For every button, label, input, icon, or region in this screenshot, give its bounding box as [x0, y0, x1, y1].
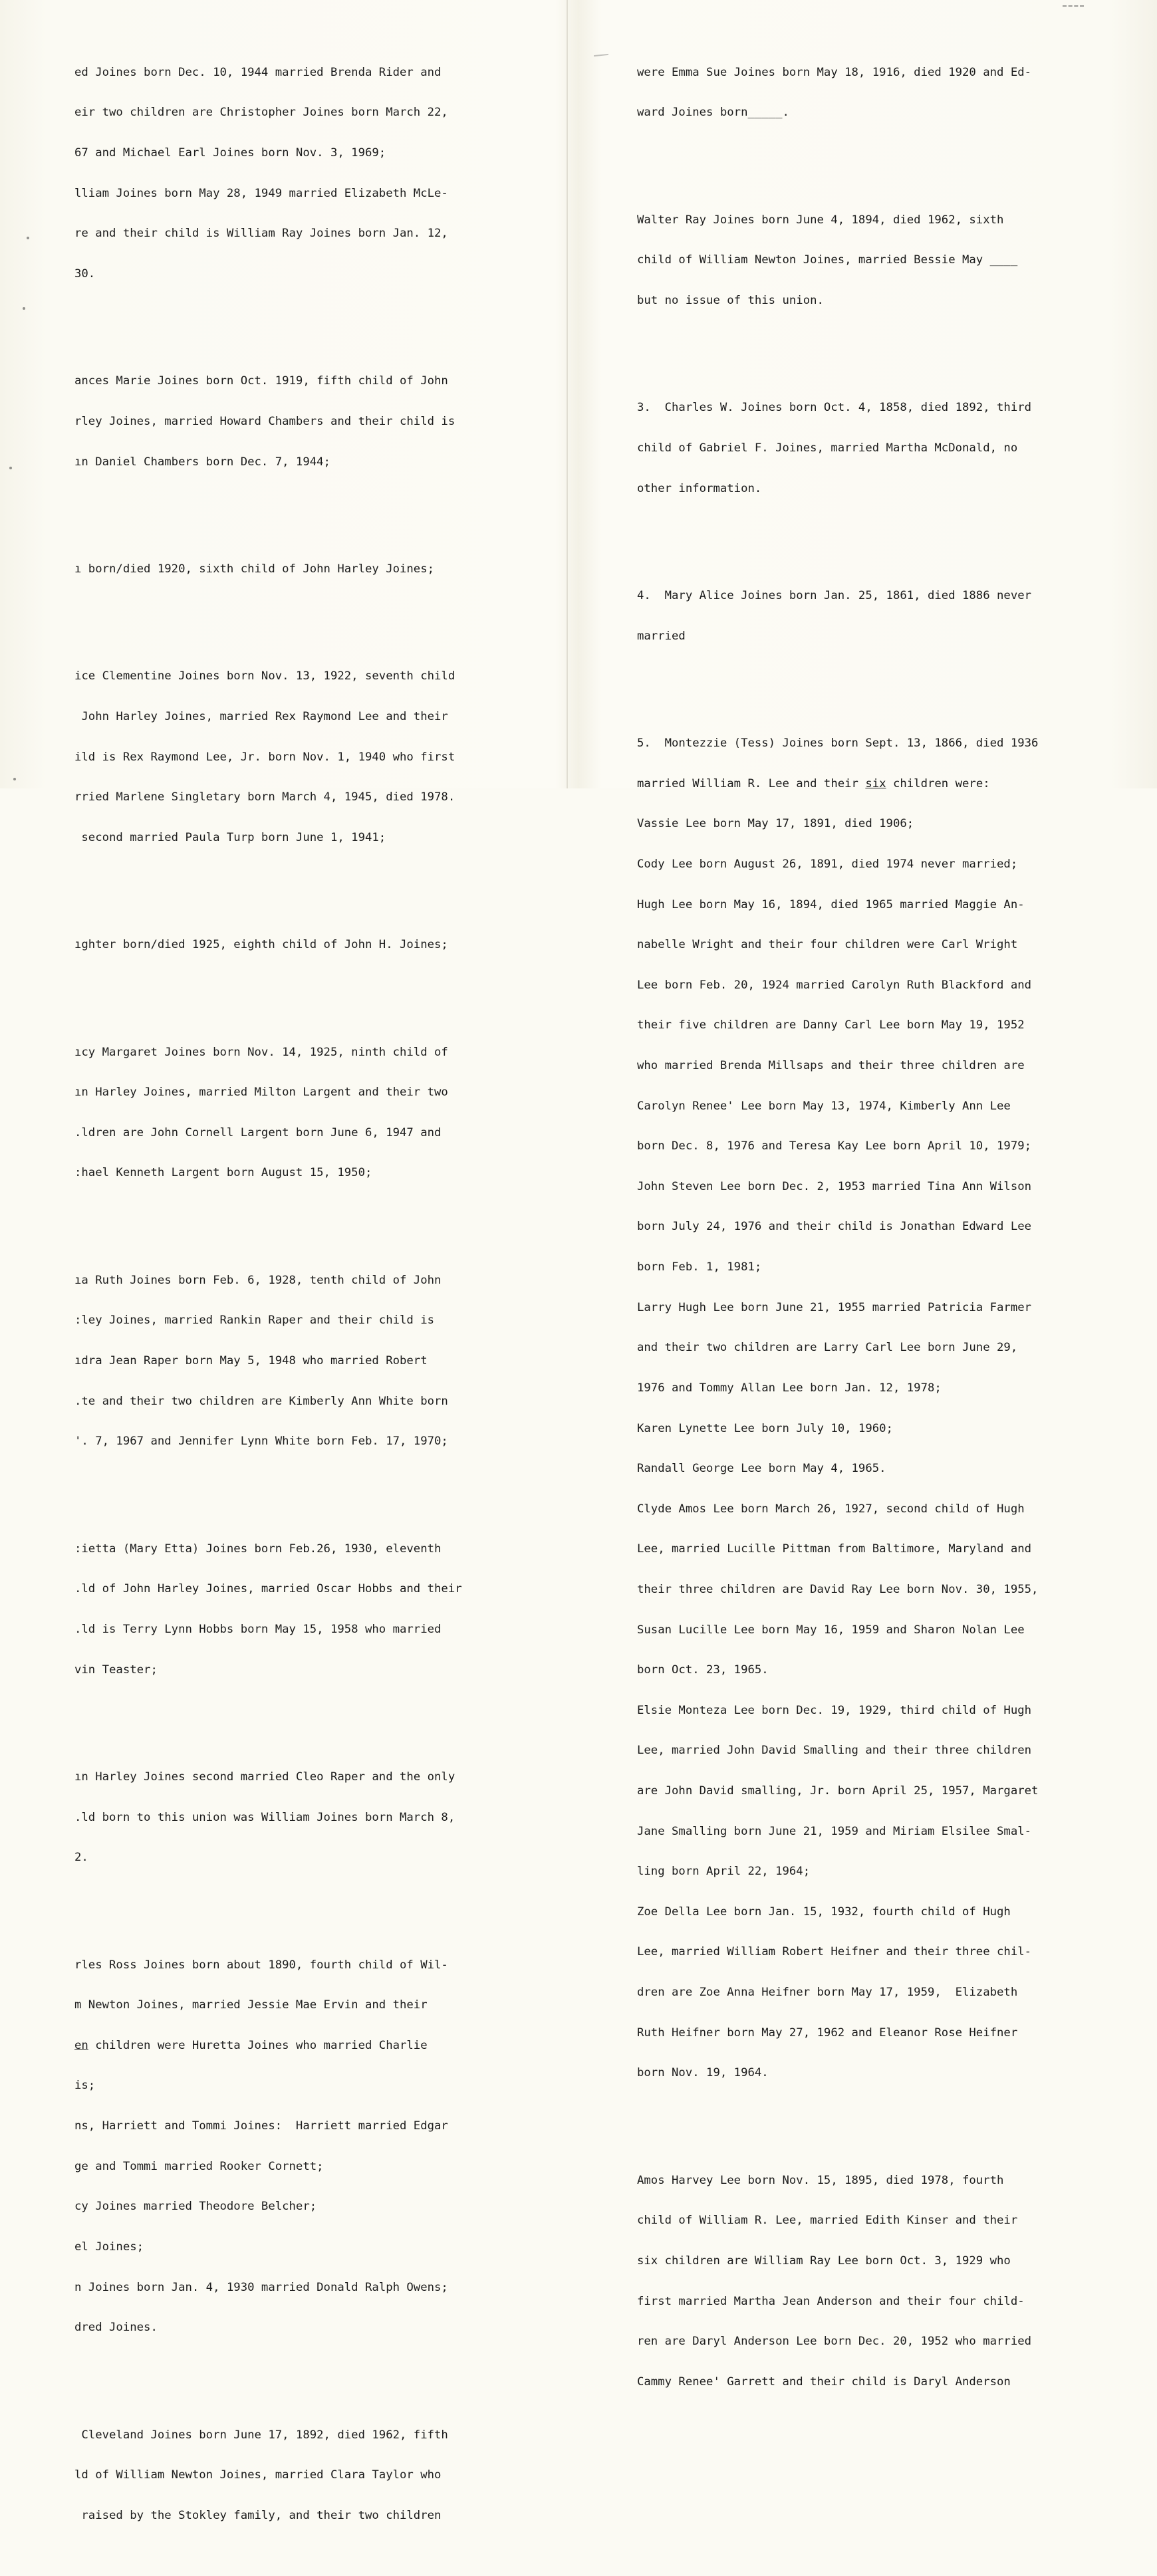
text-line: Vassie Lee born May 17, 1891, died 1906; [637, 817, 914, 831]
text-line: 30. [74, 267, 96, 281]
scan-speck [9, 467, 12, 469]
text-line: '. 7, 1967 and Jennifer Lynn White born Feb. 17, 1970; [74, 1435, 448, 1449]
text-line: Cleveland Joines born June 17, 1892, died 1962, fifth [74, 2428, 448, 2442]
paragraph [74, 1018, 553, 1207]
text-line: n Joines born Jan. 4, 1930 married Donald Ralph Owens; [74, 2280, 448, 2294]
text-line: Cammy Renee' Garrett and their child is Daryl Anderson [637, 2375, 1011, 2389]
paragraph [637, 562, 1129, 670]
scan-speck [13, 778, 16, 780]
text-line: and their two children are Larry Carl Lee born June 29, [637, 1341, 1018, 1355]
paragraph [637, 710, 1129, 2107]
text-line: Ruth Heifner born May 27, 1962 and Eleanor Rose Heifner [637, 2026, 1018, 2040]
text-line: :ietta (Mary Etta) Joines born Feb.26, 1930, eleventh [74, 1542, 442, 1556]
text-line: ren are Daryl Anderson Lee born Dec. 20, 1952 who married [637, 2335, 1032, 2349]
text-line: their five children are Danny Carl Lee born May 19, 1952 [637, 1018, 1025, 1032]
text-line: Susan Lucille Lee born May 16, 1959 and Sharon Nolan Lee [637, 1623, 1025, 1637]
text-line: :ley Joines, married Rankin Raper and their child is [74, 1314, 435, 1328]
text-line: ıcy Margaret Joines born Nov. 14, 1925, ninth child of [74, 1045, 448, 1059]
text-line: raised by the Stokley family, and their two children [74, 2508, 442, 2522]
text-line: ling born April 22, 1964; [637, 1865, 811, 1879]
text-line: is; [74, 2079, 96, 2093]
text-line: Randall George Lee born May 4, 1965. [637, 1462, 886, 1476]
text-line: Lee, married Lucille Pittman from Baltimore, Maryland and [637, 1542, 1032, 1556]
text-line: married William R. Lee and their six children were: [637, 776, 990, 790]
text-line: Lee, married John David Smalling and their three children [637, 1744, 1032, 1758]
text-line: ıghter born/died 1925, eighth child of John H. Joines; [74, 938, 448, 952]
text-line: Karen Lynette Lee born July 10, 1960; [637, 1421, 893, 1435]
text-line: born Nov. 19, 1964. [637, 2066, 769, 2080]
text-line: their three children are David Ray Lee born Nov. 30, 1955, [637, 1582, 1039, 1596]
text-line: second married Paula Turp born June 1, 1941; [74, 830, 386, 844]
paragraph [74, 1931, 553, 2361]
text-line: other information. [637, 481, 762, 495]
text-line: child of William R. Lee, married Edith Kinser and their [637, 2214, 1018, 2228]
text-line: Hugh Lee born May 16, 1894, died 1965 married Maggie An- [637, 897, 1025, 911]
text-line: John Harley Joines, married Rex Raymond Lee and their [74, 709, 448, 723]
text-line: 2. [74, 1851, 88, 1865]
text-line: Lee, married William Robert Heifner and their three chil- [637, 1945, 1032, 1959]
text-line: .ldren are John Cornell Largent born June 6, 1947 and [74, 1125, 442, 1139]
text-line: who married Brenda Millsaps and their three children are [637, 1059, 1025, 1073]
text-line: .te and their two children are Kimberly Ann White born [74, 1394, 448, 1408]
text-line: rried Marlene Singletary born March 4, 1945, died 1978. [74, 790, 455, 804]
scan-speck [23, 307, 25, 310]
paragraph [637, 39, 1129, 146]
text-line: ı born/died 1920, sixth child of John Harley Joines; [74, 562, 435, 576]
text-line: nabelle Wright and their four children were Carl Wright [637, 938, 1018, 952]
text-line: .ld is Terry Lynn Hobbs born May 15, 1958 who married [74, 1622, 442, 1636]
paragraph [74, 2401, 553, 2549]
text-line: born Dec. 8, 1976 and Teresa Kay Lee born April 10, 1979; [637, 1139, 1032, 1153]
text-line: 4. Mary Alice Joines born Jan. 25, 1861, died 1886 never [637, 589, 1032, 603]
text-line: ice Clementine Joines born Nov. 13, 1922, seventh child [74, 669, 455, 683]
text-line: rles Ross Joines born about 1890, fourth child of Wil- [74, 1958, 448, 1972]
text-line: vin Teaster; [74, 1663, 158, 1677]
text-line: born Feb. 1, 1981; [637, 1260, 762, 1274]
text-line: en children were Huretta Joines who married Charlie [74, 2038, 428, 2052]
text-line: 67 and Michael Earl Joines born Nov. 3, 1969; [74, 146, 386, 160]
text-line: ge and Tommi married Rooker Cornett; [74, 2159, 324, 2173]
text-line: Walter Ray Joines born June 4, 1894, died 1962, sixth [637, 213, 1004, 227]
underlined-word: six [865, 776, 886, 790]
paragraph [74, 536, 553, 603]
paragraph [74, 348, 553, 495]
text-line: Lee born Feb. 20, 1924 married Carolyn Ruth Blackford and [637, 978, 1032, 992]
text-line: six children are William Ray Lee born Oct. 3, 1929 who [637, 2254, 1011, 2268]
text-line: Cody Lee born August 26, 1891, died 1974 never married; [637, 857, 1018, 871]
paragraph [637, 2147, 1129, 2415]
text-line: ld of William Newton Joines, married Clara Taylor who [74, 2468, 442, 2482]
paragraph [637, 374, 1129, 522]
text-line: re and their child is William Ray Joines born Jan. 12, [74, 227, 448, 241]
text-line: 3. Charles W. Joines born Oct. 4, 1858, died 1892, third [637, 401, 1032, 415]
text-line: Zoe Della Lee born Jan. 15, 1932, fourth child of Hugh [637, 1905, 1011, 1919]
left-page [74, 12, 553, 2576]
text-line: married [637, 629, 686, 643]
text-line: Clyde Amos Lee born March 26, 1927, second child of Hugh [637, 1502, 1025, 1516]
scan-speck [27, 237, 29, 239]
text-line: el Joines; [74, 2240, 144, 2254]
text-line: .ld of John Harley Joines, married Oscar Hobbs and their [74, 1582, 462, 1596]
text-line: 5. Montezzie (Tess) Joines born Sept. 13, 1866, died 1936 [637, 737, 1039, 751]
text-line: Jane Smalling born June 21, 1959 and Miriam Elsilee Smal- [637, 1824, 1032, 1838]
text-line: ın Daniel Chambers born Dec. 7, 1944; [74, 455, 330, 469]
text-line: cy Joines married Theodore Belcher; [74, 2200, 317, 2214]
text-line: child of William Newton Joines, married Bessie May ____ [637, 253, 1018, 267]
text-line: Carolyn Renee' Lee born May 13, 1974, Kimberly Ann Lee [637, 1099, 1011, 1113]
paragraph [74, 39, 553, 307]
text-line: lliam Joines born May 28, 1949 married Elizabeth McLe- [74, 186, 448, 200]
text-line: .ld born to this union was William Joines born March 8, [74, 1810, 455, 1824]
text-line: ın Harley Joines, married Milton Largent and their two [74, 1086, 448, 1100]
paragraph [637, 186, 1129, 334]
text-line: ıa Ruth Joines born Feb. 6, 1928, tenth child of John [74, 1273, 442, 1287]
text-line: 1976 and Tommy Allan Lee born Jan. 12, 1978; [637, 1381, 942, 1395]
corner-mark [1063, 5, 1084, 8]
text-line: were Emma Sue Joines born May 18, 1916, died 1920 and Ed- [637, 65, 1032, 79]
paragraph [74, 1515, 553, 1703]
text-line: ıdra Jean Raper born May 5, 1948 who married Robert [74, 1354, 428, 1368]
text-line: child of Gabriel F. Joines, married Martha McDonald, no [637, 441, 1018, 455]
text-line: eir two children are Christopher Joines born March 22, [74, 106, 448, 120]
text-line: Larry Hugh Lee born June 21, 1955 married Patricia Farmer [637, 1300, 1032, 1314]
text-line: born July 24, 1976 and their child is Jonathan Edward Lee [637, 1220, 1032, 1234]
text-line: ns, Harriett and Tommi Joines: Harriett married Edgar [74, 2119, 448, 2133]
text-line: dred Joines. [74, 2321, 158, 2335]
text-line: John Steven Lee born Dec. 2, 1953 married Tina Ann Wilson [637, 1179, 1032, 1193]
right-page [637, 12, 1129, 2442]
paragraph [74, 911, 553, 979]
text-line: ın Harley Joines second married Cleo Raper and the only [74, 1770, 455, 1784]
text-line: ances Marie Joines born Oct. 1919, fifth child of John [74, 374, 448, 388]
text-line: are John David smalling, Jr. born April 25, 1957, Margaret [637, 1784, 1039, 1798]
underlined-word: en [74, 2038, 88, 2052]
text-line: :hael Kenneth Largent born August 15, 1950; [74, 1166, 372, 1180]
paragraph [74, 1744, 553, 1891]
paragraph [74, 643, 553, 871]
page-gutter [567, 0, 568, 788]
paragraph [74, 1246, 553, 1474]
text-line: ild is Rex Raymond Lee, Jr. born Nov. 1, 1940 who first [74, 750, 455, 764]
text-line: first married Martha Jean Anderson and their four child- [637, 2294, 1025, 2308]
text-line: but no issue of this union. [637, 294, 824, 308]
text-line: ed Joines born Dec. 10, 1944 married Brenda Rider and [74, 65, 442, 79]
text-line: m Newton Joines, married Jessie Mae Ervin and their [74, 1998, 428, 2012]
text-line: ward Joines born_____. [637, 106, 789, 120]
text-line: Amos Harvey Lee born Nov. 15, 1895, died 1978, fourth [637, 2173, 1004, 2187]
text-line: born Oct. 23, 1965. [637, 1663, 769, 1677]
text-line: Elsie Monteza Lee born Dec. 19, 1929, third child of Hugh [637, 1703, 1032, 1717]
text-line: rley Joines, married Howard Chambers and their child is [74, 414, 455, 428]
text-line: dren are Zoe Anna Heifner born May 17, 1959, Elizabeth [637, 1986, 1018, 2000]
